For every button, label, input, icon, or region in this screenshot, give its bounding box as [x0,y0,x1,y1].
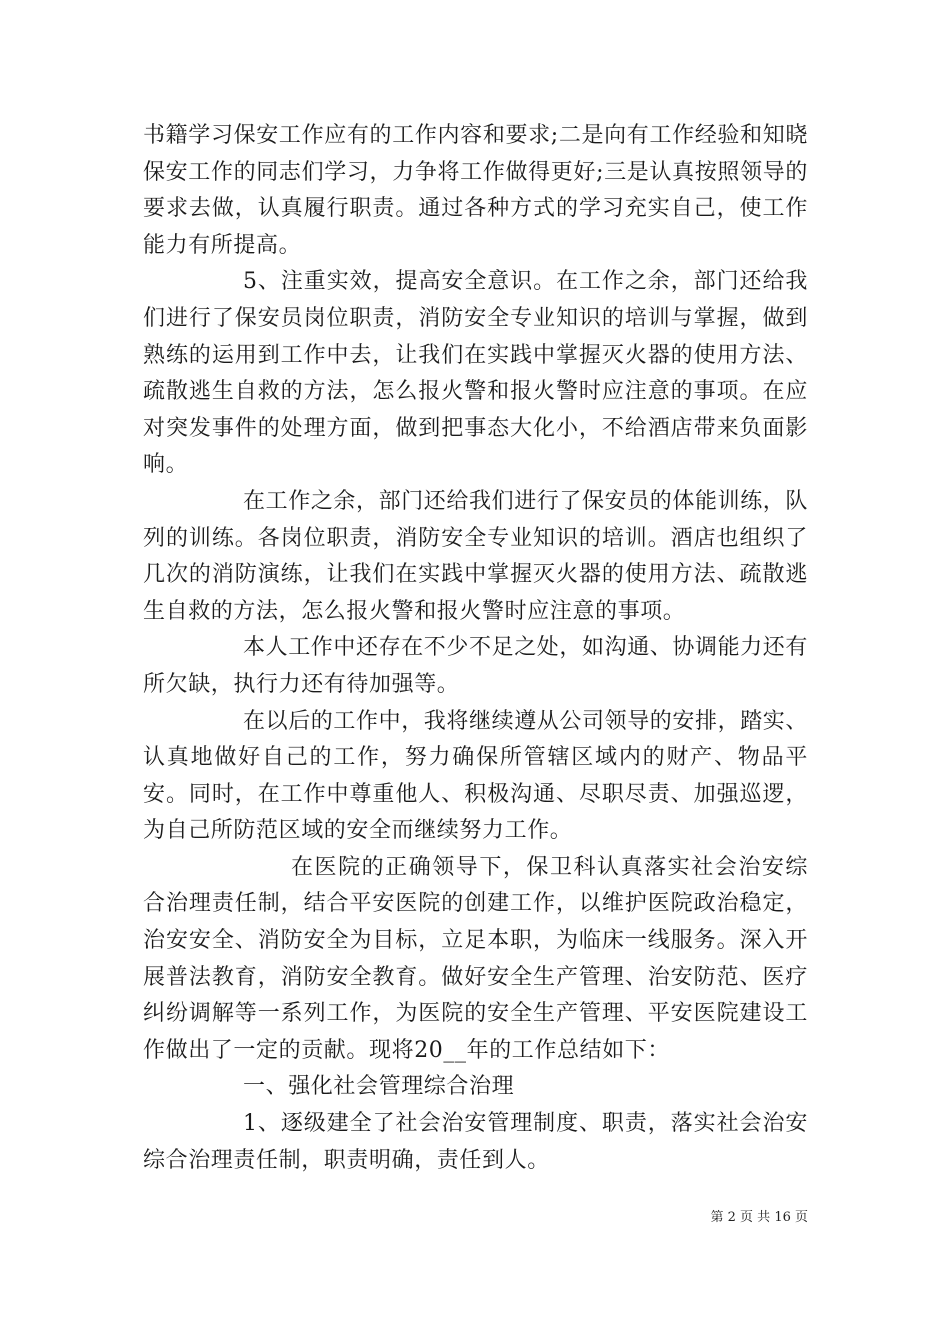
paragraph-shortcomings: 本人工作中还存在不少不足之处，如沟通、协调能力还有所欠缺，执行力还有待加强等。 [143,635,809,697]
section-heading-governance: 一、强化社会管理综合治理 [243,1074,515,1100]
paragraph-future-work: 在以后的工作中，我将继续遵从公司领导的安排，踏实、认真地做好自己的工作，努力确保所管辖区域内的财产、物品平安。同时，在工作中尊重他人、积极沟通、尽职尽责、加强巡逻，为自己所防范区域的安全而继续努力工作。 [143,708,809,844]
paragraph-item-1: 1、逐级建全了社会治安管理制度、职责，落实社会治安综合治理责任制，职责明确，责任到人。 [143,1111,808,1173]
paragraph-physical-training: 在工作之余，部门还给我们进行了保安员的体能训练，队列的训练。各岗位职责，消防安全专业知识的培训。酒店也组织了几次的消防演练，让我们在实践中掌握灭火器的使用方法、疏散逃生自救的方法，怎么报火警和报火警时应注意的事项。 [143,488,809,624]
paragraph-safety-awareness: 5、注重实效，提高安全意识。在工作之余，部门还给我们进行了保安员岗位职责，消防安全专业知识的培训与掌握，做到熟练的运用到工作中去，让我们在实践中掌握灭火器的使用方法、疏散逃生自救的方法，怎么报火警和报火警时应注意的事项。在应对突发事件的处理方面，做到把事态大化小，不给酒店带来负面影响。 [143,269,808,478]
page-number: 第 2 页 共 16 页 [710,1210,808,1225]
body-text [143,118,808,1179]
paragraph-hospital-summary: 在医院的正确领导下，保卫科认真落实社会治安综合治理责任制，结合平安医院的创建工作，以维护医院政治稳定，治安安全、消防安全为目标，立足本职，为临床一线服务。深入开展普法教育，消防安全教育。做好安全生产管理、治安防范、医疗纠纷调解等一系列工作，为医院的安全生产管理、平安医院建设工作做出了一定的贡献。现将20__年的工作总结如下： [143,854,808,1063]
paragraph-study-methods: 书籍学习保安工作应有的工作内容和要求;二是向有工作经验和知晓保安工作的同志们学习，力争将工作做得更好;三是认真按照领导的要求去做，认真履行职责。通过各种方式的学习充实自己，使工作能力有所提高。 [143,123,808,258]
